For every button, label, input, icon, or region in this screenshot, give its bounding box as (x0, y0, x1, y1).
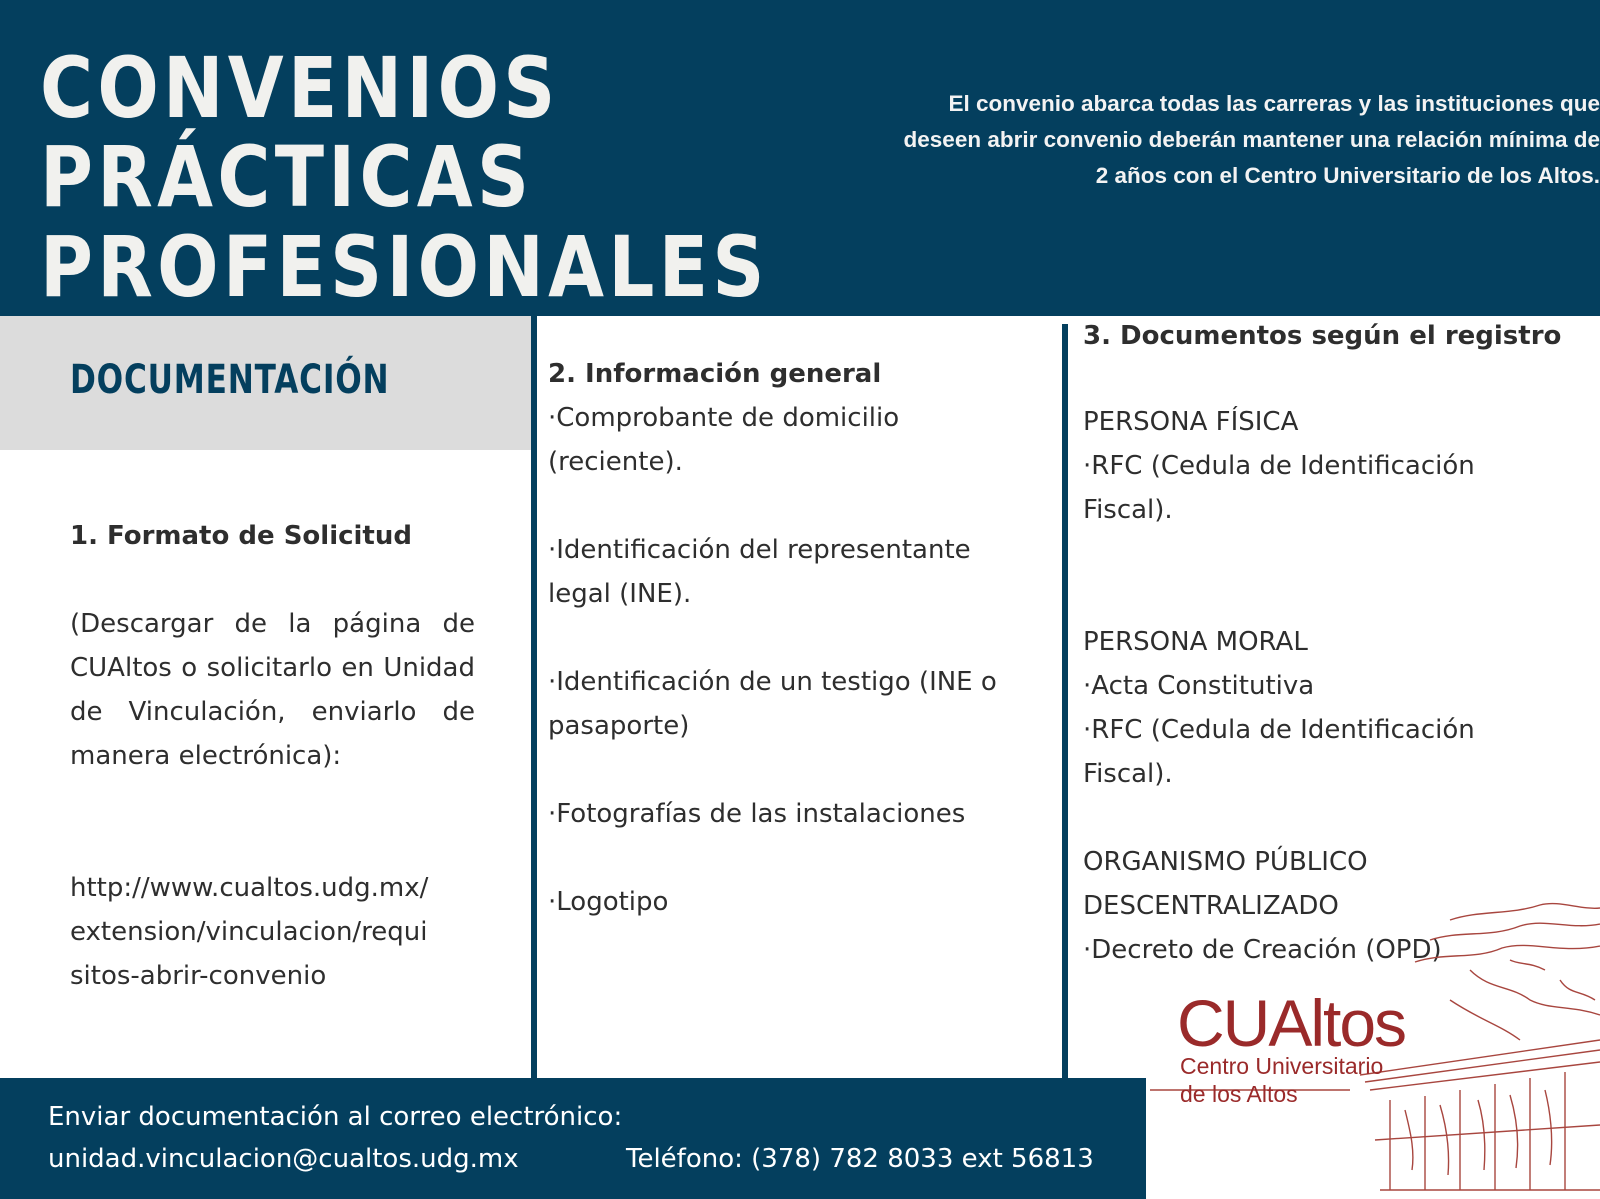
section2-title: 2. Información general (548, 359, 882, 389)
section1-title: 1. Formato de Solicitud (70, 521, 412, 551)
column-divider-1 (531, 316, 537, 1078)
intro-text (740, 86, 1600, 194)
section3-content (1083, 400, 1553, 972)
footer-line-1: Enviar documentación al correo electrónico: (48, 1102, 623, 1132)
url-line-3[interactable]: sitos-abrir-convenio (70, 961, 327, 991)
section1-url[interactable] (70, 866, 428, 998)
list-item: ·Identificación de un testigo (INE o pasaporte) (548, 667, 997, 741)
header-banner (0, 0, 1600, 316)
intro-line-3: 2 años con el Centro Universitario de los Altos. (1095, 163, 1600, 188)
section2-list (548, 396, 1048, 924)
list-item: ·Fotografías de las instalaciones (548, 799, 966, 829)
list-item: ·Decreto de Creación (OPD) (1083, 935, 1442, 965)
footer-phone: Teléfono: (378) 782 8033 ext 56813 (626, 1144, 1094, 1174)
persona-fisica-label: PERSONA FÍSICA (1083, 407, 1299, 437)
intro-line-1: El convenio abarca todas las carreras y las instituciones que (948, 91, 1600, 116)
title-line-1: CONVENIOS (40, 39, 560, 137)
list-item: ·Logotipo (548, 887, 669, 917)
section1-body: (Descargar de la página de CUAltos o solicitarlo en Unidad de Vinculación, enviarlo de manera electrónica): (70, 609, 475, 771)
cualtos-logo: CUAltos (1177, 986, 1406, 1060)
logo-subtitle-line-1: Centro Universitario (1180, 1053, 1384, 1079)
title-line-3: PROFESIONALES (40, 218, 769, 316)
persona-moral-label: PERSONA MORAL (1083, 627, 1308, 657)
opd-label-line-1: ORGANISMO PÚBLICO (1083, 847, 1368, 877)
opd-label-line-2: DESCENTRALIZADO (1083, 891, 1339, 921)
url-line-2[interactable]: extension/vinculacion/requi (70, 917, 428, 947)
list-item: ·RFC (Cedula de Identificación Fiscal). (1083, 715, 1475, 789)
intro-line-2: deseen abrir convenio deberán mantener una relación mínima de (903, 127, 1600, 152)
footer-email[interactable]: unidad.vinculacion@cualtos.udg.mx (48, 1144, 519, 1174)
section3-title: 3. Documentos según el registro (1083, 321, 1562, 351)
list-item: ·Comprobante de domicilio (reciente). (548, 403, 900, 477)
list-item: ·Acta Constitutiva (1083, 671, 1315, 701)
column-divider-2 (1062, 324, 1068, 1078)
logo-subtitle-line-2: de los Altos (1180, 1081, 1298, 1107)
footer-banner (0, 1078, 1146, 1199)
list-item: ·RFC (Cedula de Identificación Fiscal). (1083, 451, 1475, 525)
url-line-1[interactable]: http://www.cualtos.udg.mx/ (70, 873, 429, 903)
title-line-2: PRÁCTICAS (40, 128, 534, 226)
list-item: ·Identificación del representante legal (INE). (548, 535, 971, 609)
documentation-heading: DOCUMENTACIÓN (70, 357, 390, 403)
